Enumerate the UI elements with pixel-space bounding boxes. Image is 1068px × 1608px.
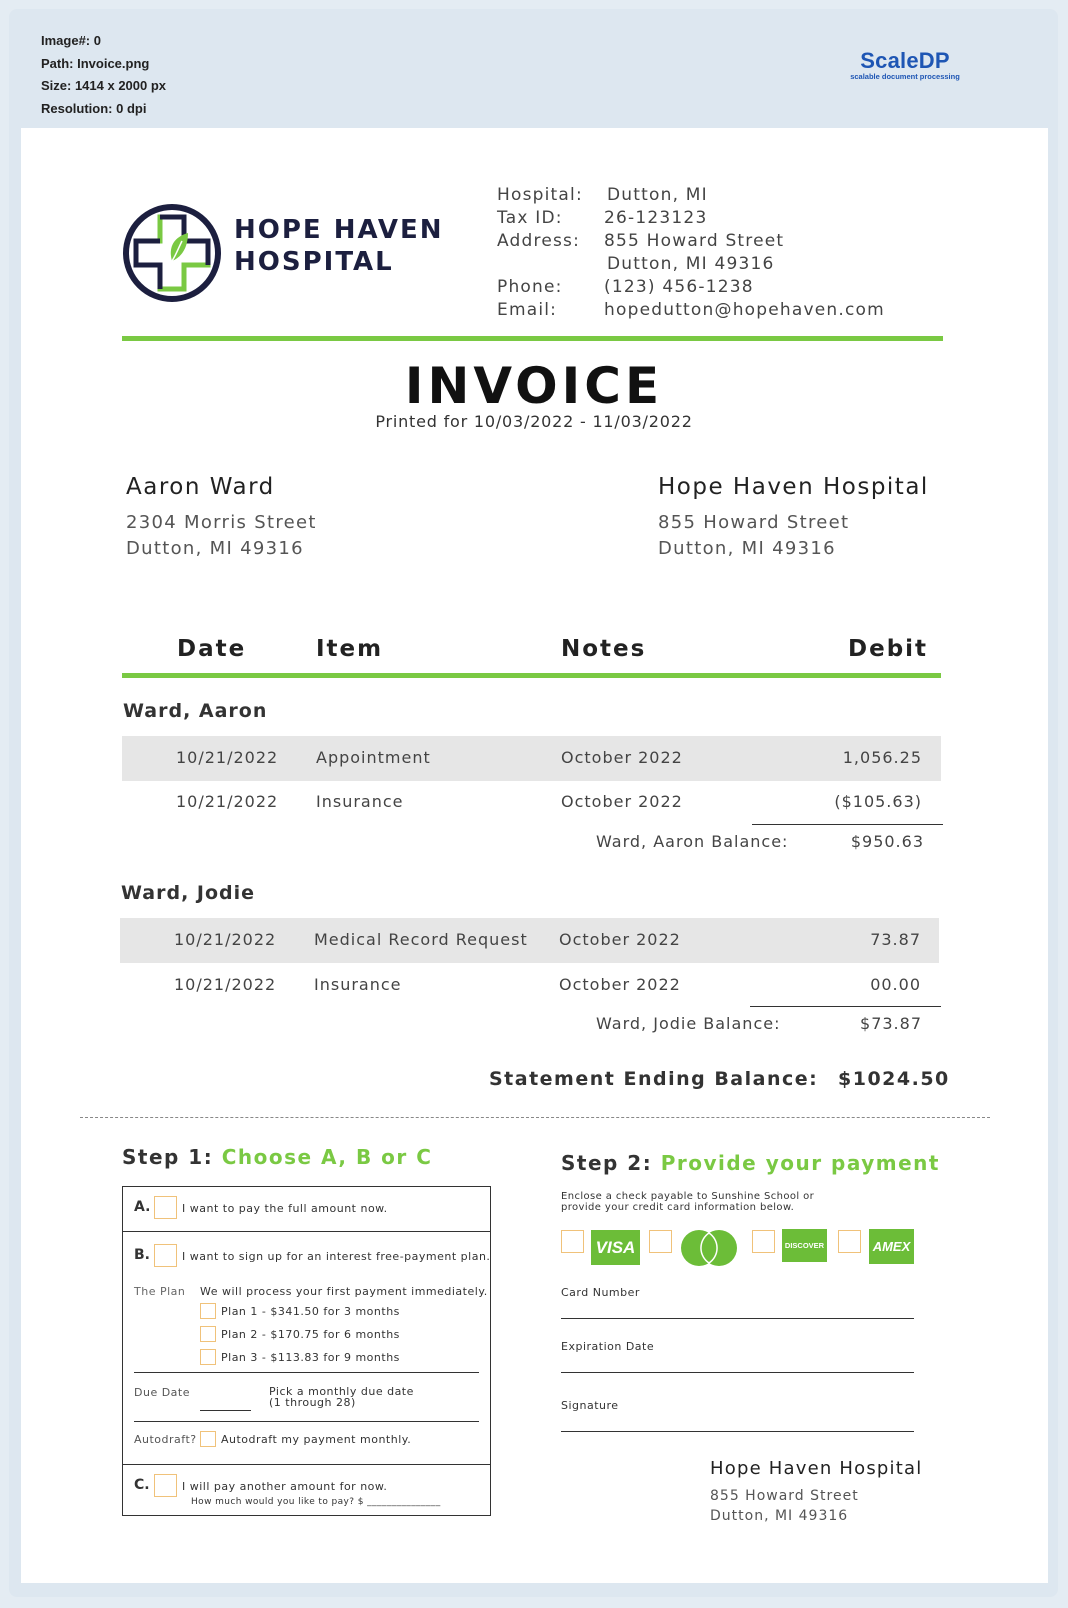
address-label: Address: [497, 231, 581, 251]
hospital-label: Hospital: [497, 185, 583, 205]
row-debit: 73.87 [870, 930, 921, 949]
signature-field[interactable] [561, 1431, 914, 1432]
header-divider [122, 336, 943, 341]
row-date: 10/21/2022 [176, 748, 279, 767]
plan-label: The Plan [134, 1285, 186, 1298]
balance-label: Ward, Jodie Balance: [596, 1014, 781, 1033]
phone-label: Phone: [497, 277, 563, 297]
due-date-instructions [269, 1386, 414, 1408]
bill-to-line-2: Dutton, MI 49316 [126, 538, 304, 559]
signature-label: Signature [561, 1399, 619, 1412]
address-line-2: Dutton, MI 49316 [607, 254, 775, 274]
plan-3-text: Plan 3 - $113.83 for 9 months [221, 1351, 400, 1364]
discover-checkbox[interactable] [752, 1230, 775, 1253]
remit-name: Hope Haven Hospital [710, 1458, 923, 1479]
amex-icon: AMEX [869, 1229, 914, 1264]
step2-title: Provide your payment [660, 1151, 940, 1175]
mastercard-checkbox[interactable] [649, 1230, 672, 1253]
due-date-text-2: (1 through 28) [269, 1396, 356, 1409]
scaledp-logo [840, 50, 970, 82]
row-item: Medical Record Request [314, 930, 528, 949]
option-b-letter: B. [134, 1247, 150, 1263]
bill-from-line-1: 855 Howard Street [658, 512, 850, 533]
row-date: 10/21/2022 [174, 930, 277, 949]
logo-line-1: HOPE HAVEN [234, 215, 444, 245]
email-value: hopedutton@hopehaven.com [604, 300, 885, 320]
option-a-checkbox[interactable] [154, 1196, 177, 1219]
phone-value: (123) 456-1238 [604, 277, 754, 297]
statement-balance-label: Statement Ending Balance: [489, 1068, 819, 1090]
step2-heading [561, 1151, 940, 1175]
hospital-value: Dutton, MI [607, 185, 708, 205]
autodraft-checkbox[interactable] [200, 1431, 216, 1447]
meta-resolution: Resolution: 0 dpi [41, 100, 147, 116]
plan-1-text: Plan 1 - $341.50 for 3 months [221, 1305, 400, 1318]
group-name: Ward, Aaron [123, 700, 268, 722]
option-c-amount-field[interactable]: How much would you like to pay? $ _______________ [191, 1497, 441, 1507]
balance-rule [750, 1006, 941, 1007]
plan-intro: We will process your first payment immediately. [200, 1285, 488, 1298]
form-divider [122, 1464, 491, 1465]
address-line-1: 855 Howard Street [604, 231, 785, 251]
step2-prefix: Step 2: [561, 1151, 653, 1175]
bill-from-address [658, 510, 849, 562]
option-b-text: I want to sign up for an interest free-payment plan. [182, 1250, 491, 1263]
row-notes: October 2022 [559, 930, 681, 949]
payment-instructions [561, 1191, 814, 1213]
tear-off-line [80, 1117, 990, 1118]
image-metadata [41, 30, 166, 120]
taxid-value: 26-123123 [604, 208, 708, 228]
step1-title: Choose A, B or C [221, 1145, 433, 1169]
form-divider [134, 1421, 479, 1422]
bill-to-line-1: 2304 Morris Street [126, 512, 317, 533]
row-date: 10/21/2022 [174, 975, 277, 994]
due-date-field[interactable] [200, 1410, 251, 1411]
due-date-label: Due Date [134, 1386, 190, 1399]
remit-line-1: 855 Howard Street [710, 1488, 859, 1504]
discover-icon: DISCOVER [782, 1229, 827, 1262]
step1-heading [122, 1145, 432, 1169]
group-name: Ward, Jodie [121, 882, 256, 904]
option-c-text: I will pay another amount for now. [182, 1480, 388, 1493]
option-a-letter: A. [134, 1199, 151, 1215]
column-header-item: Item [316, 636, 384, 662]
autodraft-text: Autodraft my payment monthly. [221, 1433, 412, 1446]
plan-1-checkbox[interactable] [200, 1303, 216, 1319]
expiration-label: Expiration Date [561, 1340, 655, 1353]
brand-name: ScaleDP [860, 48, 950, 73]
visa-checkbox[interactable] [561, 1230, 584, 1253]
option-c-checkbox[interactable] [154, 1474, 177, 1497]
plan-3-checkbox[interactable] [200, 1349, 216, 1365]
meta-image: Image#: 0 [41, 33, 101, 48]
statement-balance-value: $1024.50 [838, 1068, 950, 1090]
row-item: Appointment [316, 748, 431, 767]
autodraft-label: Autodraft? [134, 1433, 197, 1446]
column-header-notes: Notes [561, 636, 647, 662]
remit-line-2: Dutton, MI 49316 [710, 1508, 849, 1524]
visa-icon: VISA [591, 1230, 640, 1265]
meta-path: Path: Invoice.png [41, 55, 150, 71]
row-item: Insurance [314, 975, 402, 994]
remit-address [710, 1486, 859, 1526]
due-date-text-1: Pick a monthly due date [269, 1385, 414, 1398]
row-notes: October 2022 [561, 748, 683, 767]
form-divider [122, 1231, 491, 1232]
bill-to-address [126, 510, 317, 562]
balance-rule [752, 824, 943, 825]
column-header-debit: Debit [848, 636, 929, 662]
instructions-line-2: provide your credit card information below. [561, 1202, 795, 1213]
row-date: 10/21/2022 [176, 792, 279, 811]
option-c-letter: C. [134, 1477, 150, 1493]
meta-size: Size: 1414 x 2000 px [41, 78, 167, 93]
row-debit: ($105.63) [834, 792, 922, 811]
row-debit: 1,056.25 [842, 748, 922, 767]
option-a-text: I want to pay the full amount now. [182, 1202, 388, 1215]
taxid-label: Tax ID: [497, 208, 563, 228]
row-debit: 00.00 [870, 975, 921, 994]
card-number-field[interactable] [561, 1318, 914, 1319]
plan-2-text: Plan 2 - $170.75 for 6 months [221, 1328, 400, 1341]
hospital-cross-icon [122, 203, 222, 303]
bill-from-name: Hope Haven Hospital [658, 474, 929, 500]
bill-from-line-2: Dutton, MI 49316 [658, 538, 836, 559]
row-item: Insurance [316, 792, 404, 811]
table-header-divider [122, 673, 941, 678]
hospital-logo-text [234, 214, 444, 278]
amex-checkbox[interactable] [838, 1230, 861, 1253]
plan-2-checkbox[interactable] [200, 1326, 216, 1342]
row-notes: October 2022 [559, 975, 681, 994]
balance-value: $73.87 [860, 1014, 922, 1033]
form-divider [134, 1372, 479, 1373]
balance-value: $950.63 [850, 832, 924, 851]
card-number-label: Card Number [561, 1286, 640, 1299]
balance-label: Ward, Aaron Balance: [596, 832, 789, 851]
mastercard-icon [677, 1229, 741, 1267]
logo-line-2: HOSPITAL [234, 247, 394, 277]
column-header-date: Date [177, 636, 247, 662]
row-notes: October 2022 [561, 792, 683, 811]
instructions-line-1: Enclose a check payable to Sunshine School or [561, 1191, 815, 1202]
invoice-period: Printed for 10/03/2022 - 11/03/2022 [375, 412, 693, 431]
invoice-title: INVOICE [404, 357, 664, 415]
expiration-field[interactable] [561, 1372, 914, 1373]
step1-prefix: Step 1: [122, 1145, 214, 1169]
option-b-checkbox[interactable] [154, 1244, 177, 1267]
brand-tagline: scalable document processing [850, 72, 960, 81]
bill-to-name: Aaron Ward [126, 474, 275, 500]
email-label: Email: [497, 300, 558, 320]
